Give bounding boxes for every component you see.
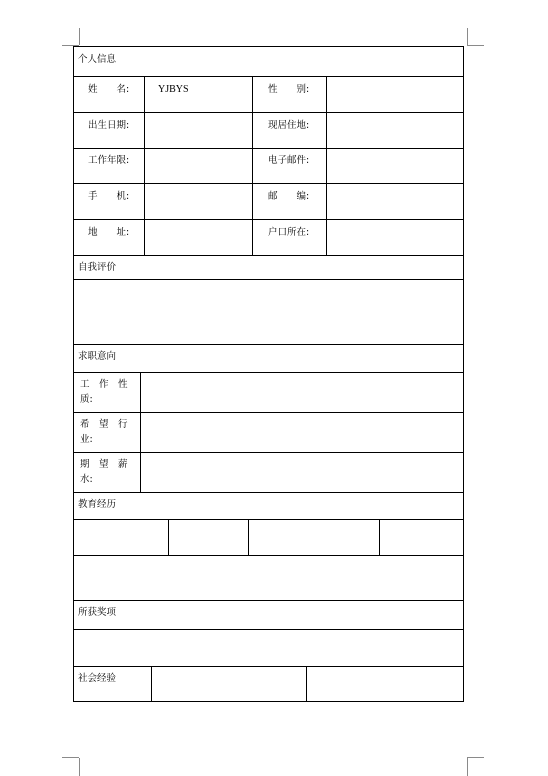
row-divider xyxy=(73,148,464,149)
row-divider xyxy=(73,452,464,453)
row-divider xyxy=(73,519,464,520)
label-mobile: 手 机: xyxy=(88,191,130,202)
section-title-awards: 所获奖项 xyxy=(78,607,117,618)
label-hukou: 户口所在: xyxy=(268,227,310,238)
col-divider xyxy=(326,76,327,255)
row-divider xyxy=(73,219,464,220)
label-address: 地 址: xyxy=(88,227,130,238)
col-divider xyxy=(379,519,380,555)
label-job-nature-line1: 工 作 性 xyxy=(80,379,128,390)
col-divider xyxy=(168,519,169,555)
row-divider xyxy=(73,629,464,630)
col-divider xyxy=(144,76,145,255)
label-gender: 性 别: xyxy=(268,84,310,95)
value-name: YJBYS xyxy=(158,84,189,95)
row-divider xyxy=(73,666,464,667)
row-divider xyxy=(73,372,464,373)
label-job-nature-line2: 质: xyxy=(80,394,93,405)
section-title-intent: 求职意向 xyxy=(78,351,117,362)
crop-mark-top-right-v xyxy=(467,28,468,45)
row-divider xyxy=(73,600,464,601)
label-work-years: 工作年限: xyxy=(88,155,130,166)
label-name: 姓 名: xyxy=(88,84,130,95)
row-divider xyxy=(73,279,464,280)
row-divider xyxy=(73,76,464,77)
row-divider xyxy=(73,183,464,184)
row-divider xyxy=(73,555,464,556)
row-divider xyxy=(73,255,464,256)
row-divider xyxy=(73,412,464,413)
row-divider xyxy=(73,112,464,113)
col-divider xyxy=(140,372,141,492)
label-industry-line1: 希 望 行 xyxy=(80,419,128,430)
row-divider xyxy=(73,492,464,493)
crop-mark-bottom-right-h xyxy=(467,757,484,758)
section-title-self-eval: 自我评价 xyxy=(78,262,117,273)
resume-table xyxy=(73,46,464,702)
crop-mark-bottom-left-v xyxy=(79,758,80,776)
section-title-education: 教育经历 xyxy=(78,499,117,510)
label-salary-line2: 水: xyxy=(80,474,93,485)
crop-mark-top-right-h xyxy=(467,45,484,46)
section-title-personal: 个人信息 xyxy=(78,54,117,65)
label-salary-line1: 期 望 薪 xyxy=(80,459,128,470)
label-birth-date: 出生日期: xyxy=(88,120,130,131)
crop-mark-top-left-v xyxy=(79,28,80,45)
label-industry-line2: 业: xyxy=(80,434,93,445)
crop-mark-bottom-right-v xyxy=(467,758,468,776)
col-divider xyxy=(306,666,307,702)
crop-mark-bottom-left-h xyxy=(62,757,79,758)
label-postcode: 邮 编: xyxy=(268,191,310,202)
label-location: 现居住地: xyxy=(268,120,310,131)
section-title-social: 社会经验 xyxy=(78,673,117,684)
col-divider xyxy=(248,519,249,555)
row-divider xyxy=(73,344,464,345)
col-divider xyxy=(252,76,253,255)
label-email: 电子邮件: xyxy=(268,155,310,166)
col-divider xyxy=(151,666,152,702)
